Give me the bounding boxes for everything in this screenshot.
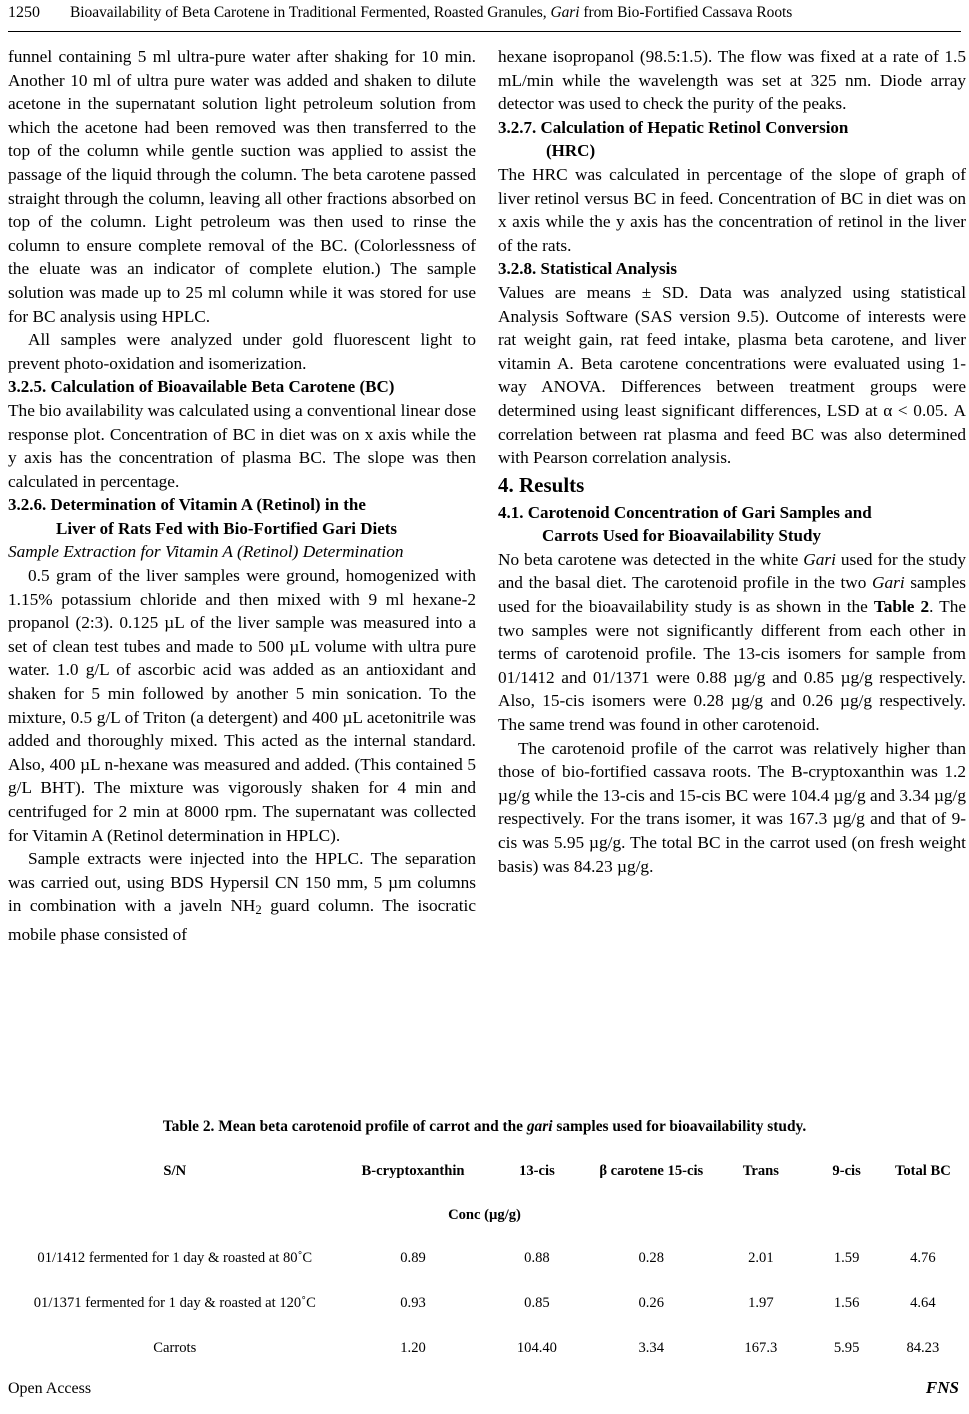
heading-3-2-6-line1: 3.2.6. Determination of Vitamin A (Retinol) in the bbox=[8, 495, 366, 515]
header-sn: S/N bbox=[163, 1162, 187, 1179]
cell-15-cis: 0.26 bbox=[638, 1295, 665, 1311]
page-number: 1250 bbox=[8, 4, 40, 21]
table-2-reference: Table 2 bbox=[873, 597, 930, 617]
row-label: 01/1412 fermented for 1 day & roasted at 80˚C bbox=[37, 1250, 313, 1266]
table-2-block bbox=[8, 1117, 961, 1371]
table-2-body bbox=[8, 1194, 961, 1371]
open-access-label: Open Access bbox=[8, 1380, 92, 1397]
left-column bbox=[8, 45, 476, 947]
row-label: Carrots bbox=[153, 1340, 197, 1356]
running-head-title-italic: Gari bbox=[550, 4, 580, 21]
journal-abbreviation: FNS bbox=[925, 1378, 959, 1397]
running-head-title bbox=[70, 4, 961, 22]
table-2-caption-pre: Table 2. Mean beta carotenoid profile of carrot and the bbox=[162, 1118, 527, 1135]
subheading-sample-extraction bbox=[8, 540, 476, 564]
heading-3-2-7-line1: 3.2.7. Calculation of Hepatic Retinol Conversion bbox=[498, 117, 849, 137]
table-2-caption-italic: gari bbox=[526, 1118, 553, 1135]
paragraph-hplc-pre: Sample extracts were injected into the HPLC. The separation was carried out, using BDS Hypersil CN 150 mm, 5 µm columns in combination with a javeln NH bbox=[8, 849, 476, 916]
table-row bbox=[8, 1326, 961, 1371]
row-label: 01/1371 fermented for 1 day & roasted at 120˚C bbox=[33, 1295, 316, 1311]
heading-3-2-6 bbox=[8, 493, 476, 540]
header-13-cis: 13-cis bbox=[519, 1162, 555, 1179]
subheading-retinol: Retinol bbox=[242, 542, 293, 562]
paragraph-hrc-calc: The HRC was calculated in percentage of the slope of graph of liver retinol versus BC in feed. Concentration of BC in diet was on x axis while the y axis has the concentration of retinol in the liver of the rats. bbox=[498, 164, 966, 255]
cell-9-cis: 5.95 bbox=[833, 1340, 860, 1356]
table-2-caption-post: samples used for bioavailability study. bbox=[552, 1118, 807, 1135]
heading-4-1-line1: 4.1. Carotenoid Concentration of Gari Samples and bbox=[498, 502, 872, 522]
paragraph-extraction-continued: funnel containing 5 ml ultra-pure water after shaking for 10 min. Another 10 ml of ultra pure water was added and shaken to dilute acetone in the supernatant solution light petroleum solution from which the acetone had been removed was then transferred to the top of the column while gentle suction was applied to assist the passage of the liquid through the column. The beta carotene passed straight through the column, leaving all other fractions absorbed on top of the column. Light petroleum was then used to rinse the column to ensure complete removal of the BC. (Colorlessness of the eluate was an indicator of complete elution.) The sample solution was made up to 25 ml column while it was stored for use for BC analysis using HPLC. bbox=[8, 47, 476, 326]
cell-15-cis: 3.34 bbox=[638, 1340, 665, 1356]
table-2-head bbox=[8, 1148, 961, 1194]
heading-3-2-7-line2: (HRC) bbox=[546, 141, 596, 161]
unit-conc-label: Conc (µg/g) bbox=[448, 1206, 521, 1223]
cell-trans: 1.97 bbox=[748, 1295, 774, 1311]
results-text-g: . The two samples were not significantly different from each other in terms of carotenoid profile. The 13-cis isomers for sample from 01/1412 and 01/1371 were 0.88 µg/g and 0.85 µg/g respectively. Also, 15-cis isomers were 0.28 µg/g and 0.26 µg/g respectively. The same trend was found in other carotenoid. bbox=[498, 597, 966, 735]
results-text-a: No beta carotene was detected in the white bbox=[498, 549, 804, 569]
heading-3-2-5: 3.2.5. Calculation of Bioavailable Beta Carotene (BC) bbox=[8, 377, 395, 397]
heading-4-1-line2: Carrots Used for Bioavailability Study bbox=[542, 526, 821, 546]
results-gari-italic-1: Gari bbox=[803, 549, 836, 569]
header-trans: Trans bbox=[742, 1162, 779, 1179]
running-head-title-pre: Bioavailability of Beta Carotene in Traditional Fermented, Roasted Granules, bbox=[70, 4, 551, 21]
cell-b-cryptoxanthin: 0.89 bbox=[400, 1250, 426, 1266]
header-9-cis: 9-cis bbox=[832, 1162, 861, 1179]
body-columns bbox=[8, 45, 967, 947]
header-b-cryptoxanthin: B-cryptoxanthin bbox=[361, 1162, 465, 1179]
cell-total-bc: 4.76 bbox=[910, 1250, 936, 1266]
cell-total-bc: 84.23 bbox=[906, 1340, 940, 1356]
subscript-two: 2 bbox=[255, 903, 262, 918]
heading-4-results: 4. Results bbox=[498, 472, 585, 497]
table-header-row bbox=[8, 1148, 961, 1194]
heading-3-2-8: 3.2.8. Statistical Analysis bbox=[498, 259, 677, 279]
table-2-caption bbox=[8, 1117, 961, 1137]
cell-13-cis: 0.85 bbox=[524, 1295, 550, 1311]
header-total-bc: Total BC bbox=[894, 1162, 951, 1179]
cell-9-cis: 1.56 bbox=[833, 1295, 860, 1311]
heading-4-1 bbox=[498, 501, 966, 548]
cell-9-cis: 1.59 bbox=[833, 1250, 860, 1266]
cell-13-cis: 0.88 bbox=[524, 1250, 550, 1266]
cell-b-cryptoxanthin: 0.93 bbox=[400, 1295, 426, 1311]
table-row bbox=[8, 1281, 961, 1326]
paragraph-hplc-post: guard column. The isocratic mobile phase consisted of bbox=[8, 896, 476, 945]
table-unit-row bbox=[8, 1194, 961, 1236]
cell-total-bc: 4.64 bbox=[910, 1295, 936, 1311]
results-text-c: used for the study and the basal diet. The carotenoid profile in the two bbox=[498, 549, 967, 593]
header-beta-carotene-15-cis: β carotene 15-cis bbox=[599, 1162, 704, 1179]
cell-15-cis: 0.28 bbox=[638, 1250, 665, 1266]
paragraph-hplc-separation bbox=[8, 847, 476, 947]
paragraph-statistical-analysis: Values are means ± SD. Data was analyzed using statistical Analysis Software (SAS version 9.5). Outcome of interests were rat weight gain, rat feed intake, plasma beta carotene, and liver vitamin A. Beta carotene concentrations were evaluated using 1-way ANOVA. Differences between treatment groups were determined using least significant differences, LSD at α < 0.05. A correlation between rat plasma and feed BC was also determined with Pearson correlation analysis. bbox=[498, 282, 966, 468]
paragraph-mobile-phase: hexane isopropanol (98.5:1.5). The flow was fixed at a rate of 1.5 mL/min while the wavelength was set at 325 nm. Diode array detector was used to check the purity of the peaks. bbox=[498, 47, 966, 114]
paragraph-carrot-profile: The carotenoid profile of the carrot was relatively higher than those of bio-fortified cassava roots. The B-cryptoxanthin was 1.2 µg/g while the 13-cis and 15-cis BC were 104.4 µg/g and 3.34 µg/g respectively. For the trans isomer, it was 167.3 µg/g and that of 9-cis was 5.95 µg/g. The total BC in the carrot used (on fresh weight basis) was 84.23 µg/g. bbox=[498, 738, 966, 876]
paragraph-carotenoid-results bbox=[498, 548, 966, 737]
cell-trans: 2.01 bbox=[748, 1250, 774, 1266]
cell-13-cis: 104.40 bbox=[516, 1340, 557, 1356]
results-text-e: samples used for the bioavailability study is as shown in the bbox=[498, 573, 966, 617]
paragraph-gold-light: All samples were analyzed under gold fluorescent light to prevent photo-oxidation and isomerization. bbox=[8, 330, 476, 373]
subheading-post: ) Determination bbox=[292, 542, 404, 562]
right-column bbox=[498, 45, 966, 947]
paragraph-bioavailability-calc: The bio availability was calculated using a conventional linear dose response plot. Concentration of BC in diet was on x axis while the y axis has the concentration of plasma BC. The slope was then calculated in percentage. bbox=[8, 400, 476, 491]
cell-trans: 167.3 bbox=[744, 1340, 778, 1356]
results-gari-italic-2: Gari bbox=[872, 573, 905, 593]
subheading-pre: Sample Extraction for Vitamin A ( bbox=[8, 542, 243, 562]
cell-b-cryptoxanthin: 1.20 bbox=[400, 1340, 426, 1356]
running-head-title-post: from Bio-Fortified Cassava Roots bbox=[579, 4, 793, 21]
page-footer bbox=[8, 1378, 959, 1398]
table-2 bbox=[8, 1148, 961, 1371]
heading-3-2-7 bbox=[498, 116, 966, 163]
header-divider bbox=[8, 31, 961, 32]
running-head bbox=[8, 0, 961, 30]
table-row bbox=[8, 1236, 961, 1281]
heading-3-2-6-line2: Liver of Rats Fed with Bio-Fortified Gari Diets bbox=[56, 518, 398, 538]
paragraph-liver-sample-prep: 0.5 gram of the liver samples were ground, homogenized with 1.15% potassium chloride and then mixed with 9 ml hexane-2 propanol (2:3). 0.125 µL of the liver sample was measured into a set of clean test tubes and made to 500 µL volume with ultra pure water. 1.0 g/L of ascorbic acid was added as an antioxidant and shaken for 5 min followed by another 5 min sonication. To the mixture, 0.5 g/L of Triton (a detergent) and 400 µL acetonitrile was added and thoroughly mixed. This acted as the internal standard. Also, 400 µL n-hexane was measured and added. (This contained 5 g/L BHT). The mixture was vigorously shaken for 4 min and centrifuged for 2 min at 8000 rpm. The supernatant was collected for Vitamin A (Retinol determination in HPLC). bbox=[8, 566, 476, 845]
